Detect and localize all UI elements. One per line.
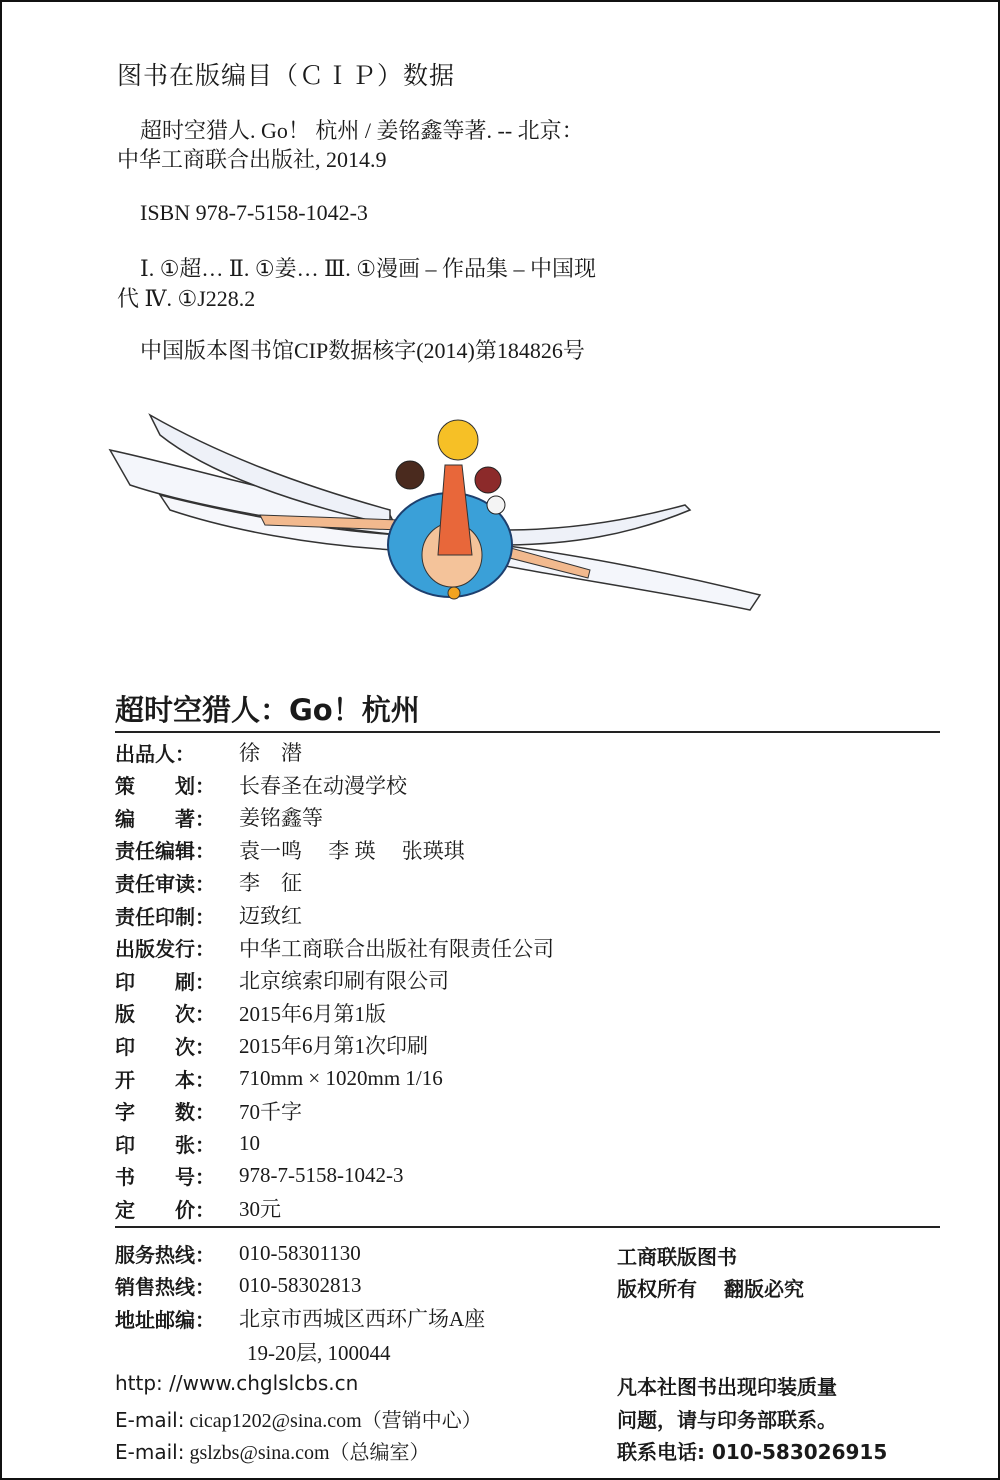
detail-value: 30元: [239, 1197, 281, 1222]
detail-label: 责任审读：: [115, 871, 215, 896]
detail-label: 开 本：: [115, 1067, 215, 1092]
cip-line1: 超时空猎人. Go！ 杭州 / 姜铭鑫等著. -- 北京：: [140, 118, 584, 143]
detail-value: 徐 潜: [239, 741, 302, 765]
email-address[interactable]: cicap1202@sina.com: [189, 1410, 362, 1432]
cip-line2: 中华工商联合出版社, 2014.9: [117, 147, 387, 172]
website-link[interactable]: http: //www.chglslcbs.cn: [115, 1371, 359, 1395]
detail-row: [115, 1095, 302, 1127]
cip-classification2: 代 Ⅳ. ①J228.2: [117, 286, 256, 311]
detail-value: 北京市西城区西环广场A座: [239, 1307, 486, 1331]
detail-label: 定 价：: [115, 1197, 215, 1222]
detail-row: [115, 1237, 361, 1269]
detail-label: 版 次：: [115, 1002, 215, 1027]
cip-heading: 图书在版编目（ＣＩＰ）数据: [117, 61, 456, 90]
detail-label: 印 刷：: [115, 969, 215, 994]
detail-value: 010-58302813: [239, 1273, 362, 1297]
detail-value: 710mm × 1020mm 1/16: [239, 1065, 443, 1090]
detail-row: [115, 1192, 281, 1224]
detail-label: 出品人：: [115, 741, 195, 766]
detail-label: 印 次：: [115, 1034, 215, 1059]
detail-row: [115, 1127, 260, 1159]
email-address[interactable]: gslzbs@sina.com: [189, 1442, 330, 1464]
detail-row: [115, 769, 407, 801]
detail-value: 中华工商联合出版社有限责任公司: [239, 936, 554, 961]
detail-label: 责任印制：: [115, 904, 215, 929]
cip-isbn: ISBN 978-7-5158-1042-3: [140, 200, 368, 225]
email-editorial: [115, 1436, 430, 1465]
detail-value: 姜铭鑫等: [239, 806, 323, 831]
detail-value: 2015年6月第1次印刷: [239, 1034, 428, 1059]
detail-label: 地址邮编：: [115, 1307, 215, 1332]
detail-row: [115, 1270, 362, 1302]
detail-row: [115, 736, 302, 768]
detail-label: 书 号：: [115, 1165, 215, 1190]
detail-row: [115, 1029, 428, 1061]
detail-label: 印 张：: [115, 1132, 215, 1157]
detail-row: [115, 866, 302, 898]
detail-label: 出版发行：: [115, 937, 215, 962]
cip-record-number: 中国版本图书馆CIP数据核字(2014)第184826号: [140, 338, 585, 363]
detail-value: 北京缤索印刷有限公司: [239, 969, 449, 994]
detail-value: 70千字: [239, 1099, 302, 1124]
address-line2: 19-20层, 100044: [247, 1341, 391, 1365]
quality-notice-2: 问题，请与印务部联系。: [617, 1408, 837, 1432]
detail-value: 010-58301130: [239, 1240, 361, 1265]
detail-label: 服务热线：: [115, 1242, 215, 1267]
detail-row: [115, 1062, 443, 1094]
copyright-notice: 版权所有 翻版必究: [617, 1277, 804, 1301]
book-title: 超时空猎人：Go！杭州: [115, 693, 420, 727]
detail-row: [115, 899, 302, 931]
email-note: （总编室）: [329, 1440, 430, 1464]
email-marketing: [115, 1404, 482, 1433]
detail-value: 2015年6月第1版: [239, 1001, 386, 1026]
detail-value: 迈致红: [239, 904, 302, 928]
detail-value: 10: [239, 1130, 260, 1155]
email-note: （营销中心）: [361, 1408, 482, 1432]
detail-label: 策 划：: [115, 774, 215, 799]
detail-value: 李 征: [239, 871, 302, 896]
divider: [115, 1226, 940, 1228]
email-prefix: E-mail:: [115, 1440, 185, 1464]
quality-notice-1: 凡本社图书出现印装质量: [617, 1375, 837, 1399]
detail-row: [115, 997, 386, 1029]
detail-label: 字 数：: [115, 1100, 215, 1125]
publisher-books: 工商联版图书: [617, 1245, 737, 1269]
winged-characters-illustration: [100, 395, 780, 645]
detail-row: [115, 964, 449, 996]
detail-value: 978-7-5158-1042-3: [239, 1163, 404, 1188]
detail-label: 责任编辑：: [115, 839, 215, 864]
detail-value: 长春圣在动漫学校: [239, 773, 407, 798]
detail-value: 袁一鸣 李 瑛 张瑛琪: [239, 838, 465, 863]
detail-row: [115, 1160, 403, 1192]
cip-classification1: Ⅰ. ①超… Ⅱ. ①姜… Ⅲ. ①漫画 – 作品集 – 中国现: [140, 256, 597, 281]
email-prefix: E-mail:: [115, 1408, 185, 1432]
contact-phone: 联系电话: 010-583026915: [617, 1440, 888, 1464]
detail-row: [115, 932, 554, 964]
detail-label: 编 著：: [115, 806, 215, 831]
detail-row: [115, 1302, 485, 1334]
detail-row: [115, 801, 323, 833]
divider: [115, 731, 940, 733]
detail-label: 销售热线：: [115, 1275, 215, 1299]
detail-row: [115, 834, 465, 866]
